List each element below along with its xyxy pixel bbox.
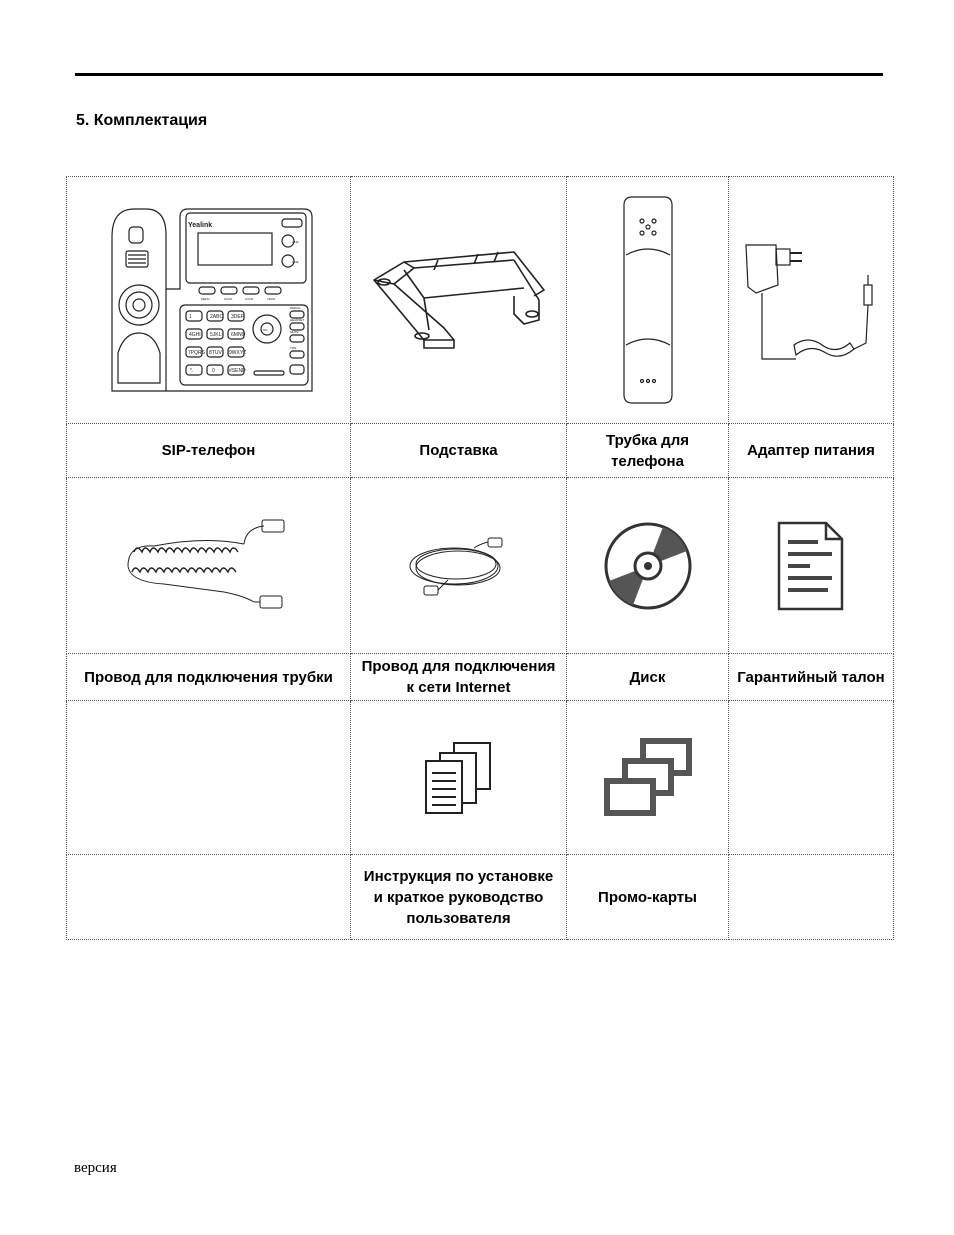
item-label: Промо-карты <box>567 855 729 940</box>
brand-label: Yealink <box>187 222 212 229</box>
right-key-label: MUTE <box>289 330 298 334</box>
digit-key-label: 0 <box>211 368 215 374</box>
digit-key-label: 5JKL <box>209 332 221 338</box>
right-key-label: TRN <box>289 346 296 350</box>
item-label: Диск <box>567 654 729 701</box>
right-key-label: HEADSET <box>289 318 304 322</box>
cell-power-adapter <box>729 177 894 424</box>
item-label-line: Провод для подключения <box>361 658 556 675</box>
cell-ethernet-cable <box>351 478 567 654</box>
cell-warranty <box>729 478 894 654</box>
cell-ip-phone <box>67 177 351 424</box>
item-label: Гарантийный талон <box>729 654 894 701</box>
digit-key-label: 7PQRS <box>187 350 205 356</box>
digit-key-label: 3DEF <box>230 314 244 320</box>
cell-stand <box>351 177 567 424</box>
package-contents-table <box>66 176 894 940</box>
item-label-line: Инструкция по установке <box>363 867 554 885</box>
nav-ok-label: OK <box>262 328 267 332</box>
section-title: 5. Комплектация <box>76 112 208 129</box>
cell-disc <box>567 478 729 654</box>
softkey-label: HOLD <box>223 297 232 301</box>
item-label <box>567 424 729 478</box>
item-label <box>351 855 567 940</box>
digit-key-label: 2ABC <box>209 314 223 320</box>
item-label-line: к сети Internet <box>406 679 511 696</box>
softkey-label: CONF <box>244 297 253 301</box>
empty-cell <box>729 855 894 940</box>
digit-key-label: #SEND <box>228 368 246 374</box>
digit-key-label: 1 <box>188 314 192 320</box>
cell-handset <box>567 177 729 424</box>
empty-cell <box>729 701 894 855</box>
right-key-label: REDIAL <box>289 306 301 310</box>
line-key-label: LINE <box>291 240 299 244</box>
promo-cards-icon <box>603 737 693 819</box>
cell-coiled-cord <box>67 478 351 654</box>
item-label-line: телефона <box>611 452 684 470</box>
power-adapter-icon <box>736 225 886 375</box>
digit-key-label: 4GHI <box>188 332 201 338</box>
footer-version: версия <box>74 1160 117 1176</box>
warranty-document-icon <box>776 520 846 612</box>
disc-icon <box>603 521 693 611</box>
digit-key-label: 8TUV <box>208 350 222 356</box>
item-label: Адаптер питания <box>729 424 894 478</box>
item-label-line: и краткое руководство <box>373 888 544 906</box>
cell-promo-cards <box>567 701 729 855</box>
line-key-label: LINE <box>291 260 299 264</box>
softkey-label: TRAN <box>266 297 275 301</box>
handset-icon <box>618 195 678 405</box>
softkey-label: MENU <box>200 297 210 301</box>
item-label-line: пользователя <box>406 909 511 927</box>
item-label-line: Трубка для <box>606 431 689 449</box>
empty-cell <box>67 855 351 940</box>
digit-key-label: 6MNO <box>230 332 245 338</box>
digit-key-label: *. <box>189 368 193 374</box>
item-label: Подставка <box>351 424 567 478</box>
header-rule <box>75 73 883 76</box>
coiled-cord-icon <box>114 516 304 616</box>
item-label: Провод для подключения трубки <box>67 654 351 701</box>
ip-phone-icon <box>104 205 314 395</box>
empty-cell <box>67 701 351 855</box>
ethernet-cable-icon <box>404 526 514 606</box>
stand-icon <box>364 240 554 360</box>
cell-manual <box>351 701 567 855</box>
item-label: SIP-телефон <box>67 424 351 478</box>
manual-pages-icon <box>424 741 494 815</box>
item-label <box>351 654 567 701</box>
digit-key-label: 9WXYZ <box>228 350 246 356</box>
